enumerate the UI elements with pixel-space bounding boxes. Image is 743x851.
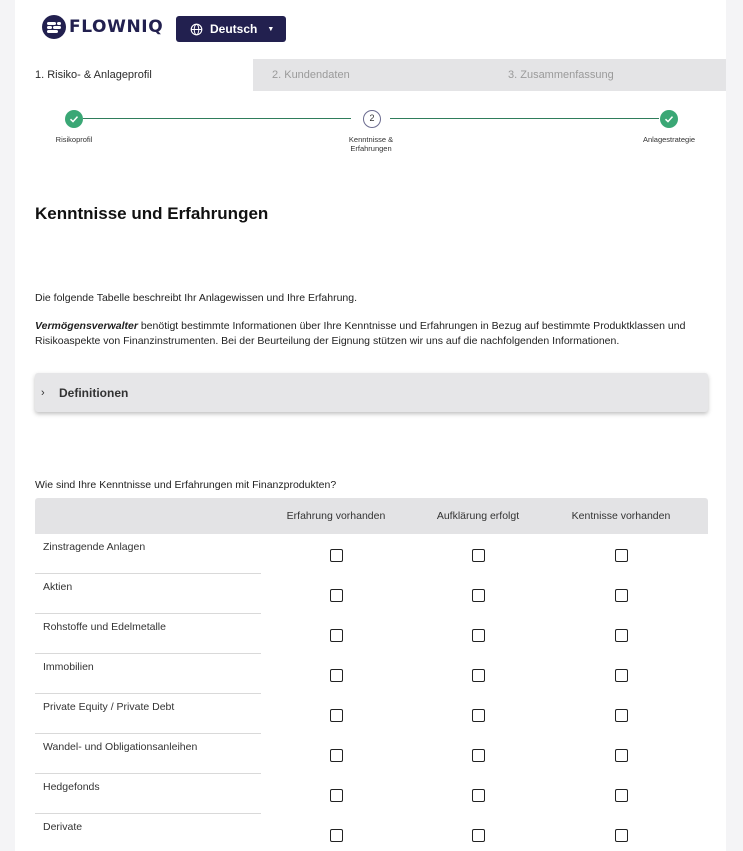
row-label: Zinstragende Anlagen	[43, 541, 146, 553]
checkbox-knowledge[interactable]	[615, 749, 628, 762]
checkbox-education[interactable]	[472, 789, 485, 802]
checkbox-experience[interactable]	[330, 829, 343, 842]
table-row	[35, 774, 708, 814]
checkbox-experience[interactable]	[330, 549, 343, 562]
checkbox-education[interactable]	[472, 749, 485, 762]
step-2-label-line-2: Erfahrungen	[350, 144, 392, 153]
header	[15, 0, 726, 58]
description-text	[35, 319, 715, 349]
page-title: Kenntnisse und Erfahrungen	[35, 204, 269, 223]
checkbox-knowledge[interactable]	[615, 549, 628, 562]
check-icon	[664, 114, 674, 124]
progress-stepper	[15, 108, 726, 158]
language-label: Deutsch	[210, 22, 258, 36]
experience-table	[35, 498, 708, 851]
row-label: Rohstoffe und Edelmetalle	[43, 621, 166, 633]
intro-text: Die folgende Tabelle beschreibt Ihr Anlagewissen und Ihre Erfahrung.	[35, 292, 358, 304]
step-2-label	[331, 135, 411, 153]
checkbox-experience[interactable]	[330, 749, 343, 762]
checkbox-education[interactable]	[472, 669, 485, 682]
question-text: Wie sind Ihre Kenntnisse und Erfahrungen mit Finanzprodukten?	[35, 479, 337, 491]
table-row	[35, 734, 708, 774]
row-label: Derivate	[43, 821, 83, 833]
column-header-knowledge: Kentnisse vorhanden	[571, 510, 671, 522]
step-3-node[interactable]	[660, 110, 678, 128]
stepper-line-1	[83, 118, 351, 119]
table-row	[35, 574, 708, 614]
page	[15, 0, 726, 851]
row-label: Immobilien	[43, 661, 94, 673]
table-body	[35, 534, 708, 851]
stepper-line-2	[390, 118, 659, 119]
tab-risk-profile[interactable]: 1. Risiko- & Anlageprofil	[15, 59, 253, 91]
step-tabs	[15, 59, 726, 91]
description-bold: Vermögensverwalter	[35, 320, 138, 332]
definitions-label: Definitionen	[59, 385, 129, 400]
chevron-right-icon: ›	[41, 386, 45, 399]
checkbox-experience[interactable]	[330, 589, 343, 602]
step-3-label: Anlagestrategie	[642, 135, 696, 144]
row-label: Private Equity / Private Debt	[43, 701, 175, 713]
description-rest: benötigt bestimmte Informationen über Ihre Kenntnisse und Erfahrungen in Bezug auf bestimmte Produktklassen und Risikoaspekte von Finanzinstrumenten. Bei der Beurteilung der Eignung stützen wir uns auf die nachfolgenden Informationen.	[35, 320, 686, 347]
checkbox-experience[interactable]	[330, 789, 343, 802]
step-2-node[interactable]: 2	[363, 110, 381, 128]
step-1-node[interactable]	[65, 110, 83, 128]
checkbox-knowledge[interactable]	[615, 789, 628, 802]
checkbox-education[interactable]	[472, 549, 485, 562]
table-header	[35, 498, 708, 534]
table-row	[35, 614, 708, 654]
checkbox-experience[interactable]	[330, 629, 343, 642]
brand-name: FLOWNIQ	[69, 17, 164, 37]
definitions-accordion[interactable]	[35, 373, 708, 412]
tab-summary[interactable]: 3. Zusammenfassung	[446, 59, 726, 91]
column-header-education: Aufklärung erfolgt	[436, 510, 520, 522]
step-1-label: Risikoprofil	[55, 135, 93, 144]
table-row	[35, 814, 708, 851]
table-row	[35, 654, 708, 694]
tab-customer-data[interactable]: 2. Kundendaten	[253, 59, 446, 91]
column-header-experience: Erfahrung vorhanden	[286, 510, 386, 522]
checkbox-experience[interactable]	[330, 669, 343, 682]
checkbox-knowledge[interactable]	[615, 629, 628, 642]
language-dropdown-button[interactable]	[176, 16, 286, 42]
flowniq-logo-icon	[42, 15, 66, 39]
step-2-label-line-1: Kenntnisse &	[348, 135, 394, 144]
row-label: Aktien	[43, 581, 73, 593]
checkbox-experience[interactable]	[330, 709, 343, 722]
row-label: Hedgefonds	[43, 781, 100, 793]
check-icon	[69, 114, 79, 124]
globe-icon	[190, 23, 203, 36]
checkbox-knowledge[interactable]	[615, 589, 628, 602]
table-row	[35, 694, 708, 734]
checkbox-education[interactable]	[472, 629, 485, 642]
checkbox-education[interactable]	[472, 589, 485, 602]
checkbox-education[interactable]	[472, 709, 485, 722]
row-label: Wandel- und Obligationsanleihen	[43, 741, 198, 753]
checkbox-knowledge[interactable]	[615, 669, 628, 682]
checkbox-education[interactable]	[472, 829, 485, 842]
checkbox-knowledge[interactable]	[615, 829, 628, 842]
logo	[42, 15, 163, 39]
caret-down-icon: ▼	[267, 25, 275, 33]
table-row	[35, 534, 708, 574]
checkbox-knowledge[interactable]	[615, 709, 628, 722]
